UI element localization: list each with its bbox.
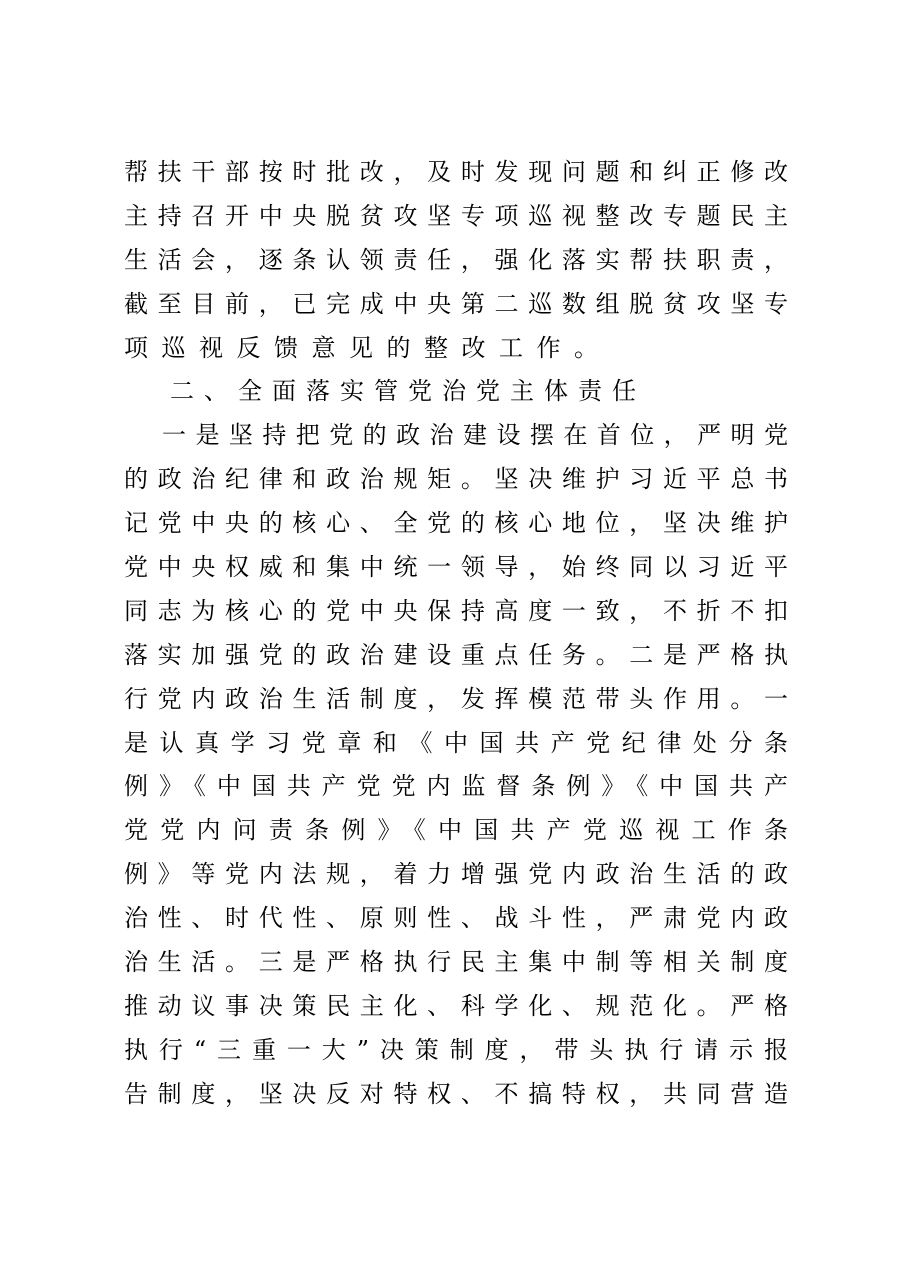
text-line: 项巡视反馈意见的整改工作。: [124, 333, 612, 362]
text-line: 例》《中国共产党党内监督条例》《中国共产: [124, 772, 788, 801]
text-line: 落实加强党的政治建设重点任务。二是严格执: [124, 640, 788, 669]
text-line: 治性、时代性、原则性、战斗性，严肃党内政: [124, 904, 788, 933]
text-line: 例》等党内法规，着力增强党内政治生活的政: [124, 860, 788, 889]
text-line: 主持召开中央脱贫攻坚专项巡视整改专题民主: [124, 201, 788, 230]
section-heading: 二、全面落实管党治党主体责任: [170, 377, 646, 406]
text-line: 告制度，坚决反对特权、不搞特权，共同营造: [124, 1079, 788, 1108]
document-body: [124, 151, 788, 1117]
text-line: 治生活。三是严格执行民主集中制等相关制度: [124, 948, 788, 977]
text-line: 的政治纪律和政治规矩。坚决维护习近平总书: [124, 465, 788, 494]
text-line: 是认真学习党章和《中国共产党纪律处分条: [124, 728, 788, 757]
text-line: 同志为核心的党中央保持高度一致，不折不扣: [124, 596, 788, 625]
text-line: 党中央权威和集中统一领导，始终同以习近平: [124, 553, 788, 582]
paragraph-first-line: 一是坚持把党的政治建设摆在首位，严明党: [162, 421, 788, 450]
text-line: 推动议事决策民主化、科学化、规范化。严格: [124, 991, 788, 1020]
text-line: 截至目前，已完成中央第二巡数组脱贫攻坚专: [124, 289, 788, 318]
text-line: 帮扶干部按时批改，及时发现问题和纠正修改: [124, 158, 788, 186]
text-line: 党党内问责条例》《中国共产党巡视工作条: [124, 816, 788, 845]
text-line: 记党中央的核心、全党的核心地位，坚决维护: [124, 509, 788, 538]
text-line: 行党内政治生活制度，发挥模范带头作用。一: [124, 684, 788, 713]
text-line: 执行“三重一大”决策制度，带头执行请示报: [124, 1035, 788, 1064]
text-line: 生活会，逐条认领责任，强化落实帮扶职责，: [124, 245, 788, 274]
